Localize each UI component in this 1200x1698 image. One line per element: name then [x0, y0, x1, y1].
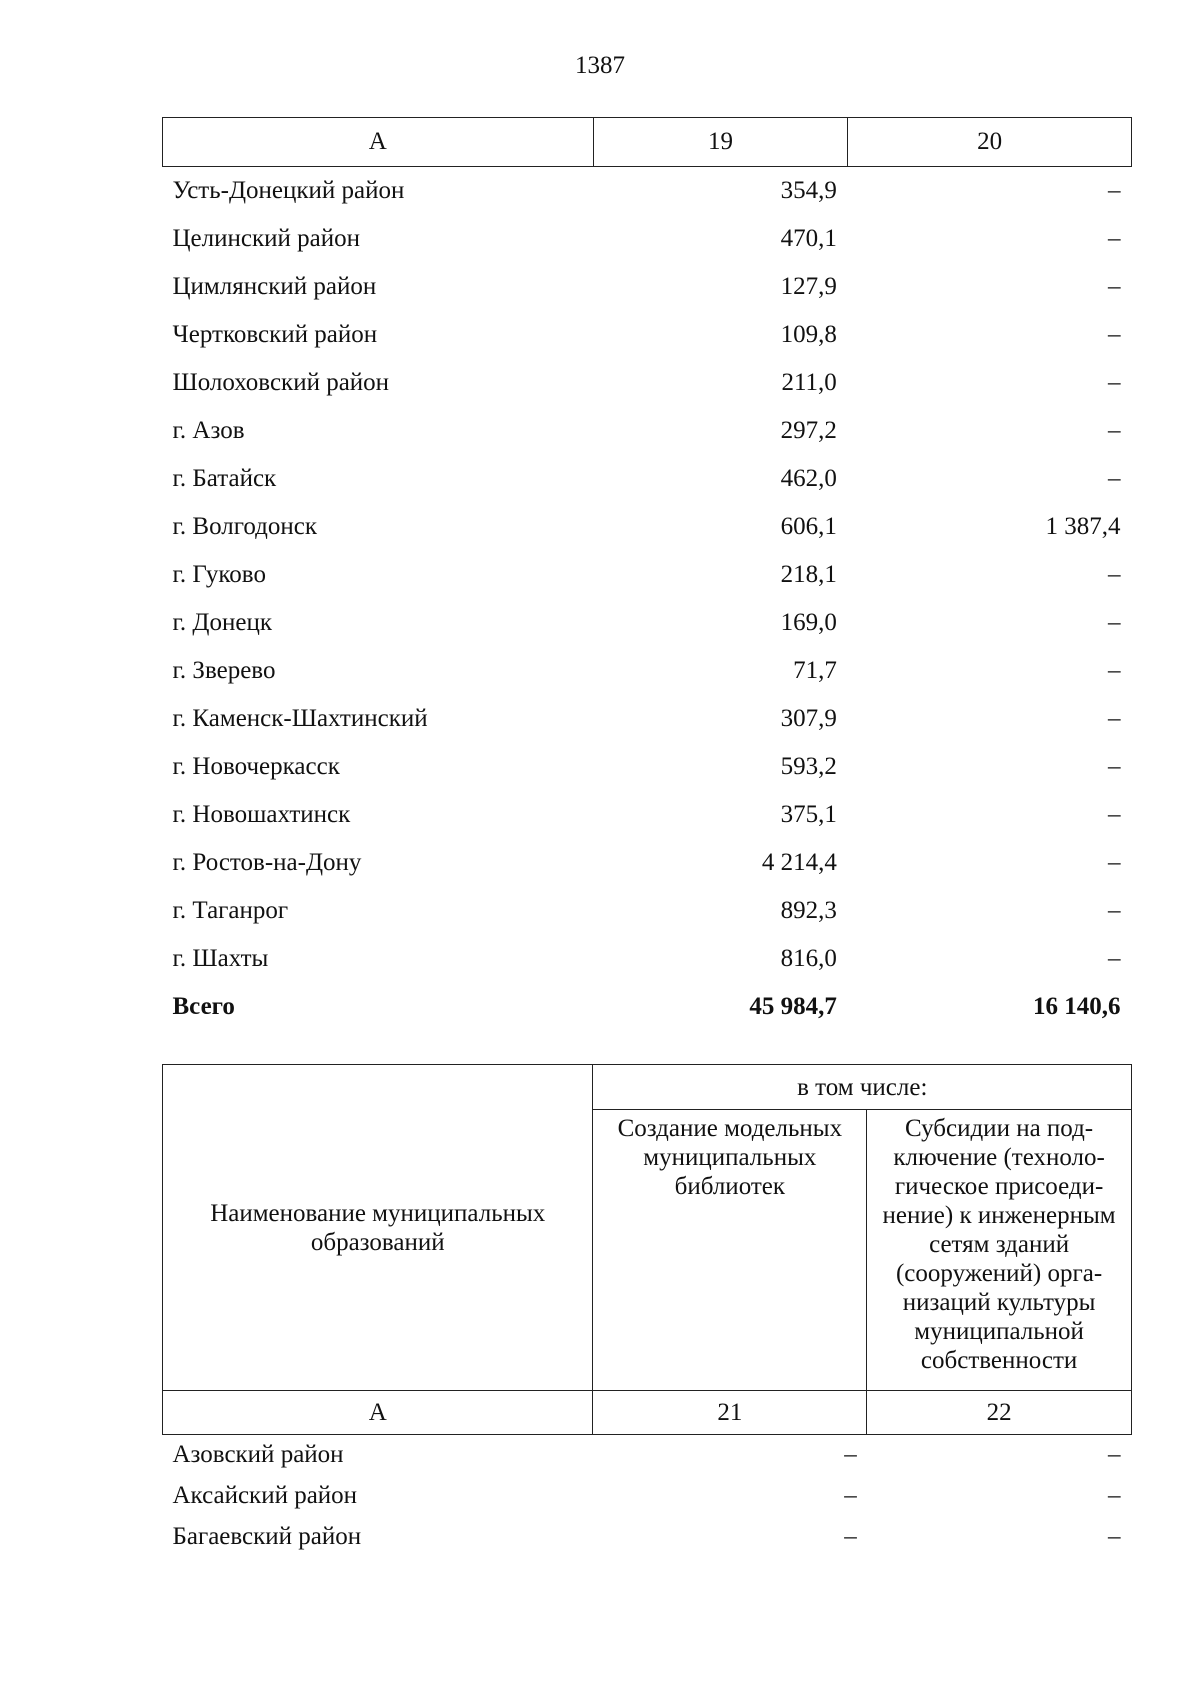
- value-col-19: 375,1: [780, 800, 837, 828]
- value-col-20: –: [1108, 272, 1121, 300]
- value-col-19: 892,3: [780, 896, 837, 924]
- table-row: [163, 263, 1132, 311]
- col-a-header: А: [163, 118, 594, 167]
- table-row: [163, 791, 1132, 839]
- value-col-20: –: [1108, 752, 1121, 780]
- municipality-name: г. Новошахтинск: [172, 800, 351, 828]
- value-col-19: 606,1: [780, 512, 837, 540]
- value-col-19: 297,2: [780, 416, 837, 444]
- table1-header-row: [163, 118, 1132, 167]
- table-row: [163, 215, 1132, 263]
- municipality-name: Аксайский район: [172, 1482, 358, 1509]
- value-col-19: 71,7: [793, 656, 837, 684]
- municipality-name: г. Таганрог: [172, 896, 289, 924]
- value-col-19: 127,9: [780, 272, 837, 300]
- table-row: [163, 695, 1132, 743]
- municipality-name: г. Ростов-на-Дону: [172, 848, 362, 876]
- table-row: [163, 887, 1132, 935]
- value-col-20: –: [1108, 944, 1121, 972]
- table-row: [163, 551, 1132, 599]
- municipality-name: Азовский район: [172, 1441, 344, 1469]
- municipality-name: Багаевский район: [172, 1523, 362, 1550]
- value-col-19: 218,1: [780, 560, 837, 588]
- value-col-20: –: [1108, 176, 1121, 204]
- value-col-21: –: [844, 1523, 857, 1550]
- table-row: [163, 359, 1132, 407]
- value-col-20: –: [1108, 224, 1121, 252]
- including-group-header: в том числе:: [593, 1065, 1132, 1110]
- value-col-20: –: [1108, 608, 1121, 636]
- table-row: [163, 743, 1132, 791]
- value-col-22: –: [1108, 1482, 1121, 1509]
- table-row: [163, 599, 1132, 647]
- value-col-22: –: [1108, 1441, 1121, 1469]
- municipality-name: г. Новочеркасск: [172, 752, 340, 780]
- municipality-name: г. Гуково: [172, 560, 266, 588]
- municipality-name: Цимлянский район: [172, 272, 377, 300]
- value-col-19: 4 214,4: [761, 848, 837, 876]
- value-col-19: 462,0: [780, 464, 837, 492]
- table-row: [163, 167, 1132, 215]
- page-number: 1387: [575, 52, 625, 79]
- value-col-19: 470,1: [780, 224, 837, 252]
- value-col-20: –: [1108, 848, 1121, 876]
- table2-number-row: [163, 1391, 1132, 1435]
- municipality-name: Чертковский район: [172, 320, 378, 348]
- col-20-header: 20: [848, 118, 1132, 167]
- value-col-20: 1 387,4: [1045, 512, 1121, 540]
- col-22-number: 22: [867, 1391, 1132, 1435]
- total-label: Всего: [172, 992, 235, 1020]
- value-col-20: –: [1108, 320, 1121, 348]
- value-col-20: –: [1108, 896, 1121, 924]
- table-row: [163, 647, 1132, 695]
- table-row: [163, 455, 1132, 503]
- table-row: [163, 503, 1132, 551]
- value-col-19: 109,8: [780, 320, 837, 348]
- municipality-name: г. Каменск-Шахтинский: [172, 704, 428, 732]
- total-col-19: 45 984,7: [749, 992, 837, 1020]
- budget-table-part-1: [162, 117, 1132, 1031]
- value-col-19: 816,0: [780, 944, 837, 972]
- table-row: [163, 1517, 1132, 1558]
- total-col-20: 16 140,6: [1033, 992, 1121, 1020]
- value-col-19: 354,9: [780, 176, 837, 204]
- municipality-name: Целинский район: [172, 224, 360, 252]
- municipality-name: г. Шахты: [172, 944, 269, 972]
- value-col-22: –: [1108, 1523, 1121, 1550]
- value-col-20: –: [1108, 800, 1121, 828]
- table-row: [163, 839, 1132, 887]
- municipality-name: г. Донецк: [172, 608, 272, 636]
- table-row: [163, 935, 1132, 983]
- value-col-20: –: [1108, 416, 1121, 444]
- value-col-21: –: [844, 1482, 857, 1509]
- value-col-19: 169,0: [780, 608, 837, 636]
- table-row: [163, 1435, 1132, 1476]
- total-row: [163, 983, 1132, 1031]
- value-col-20: –: [1108, 368, 1121, 396]
- value-col-19: 307,9: [780, 704, 837, 732]
- col-a-number: А: [163, 1391, 593, 1435]
- col-21-number: 21: [593, 1391, 867, 1435]
- municipality-name: г. Волгодонск: [172, 512, 318, 540]
- municipality-name-header: Наименование муниципальных образований: [163, 1065, 593, 1391]
- municipality-name: г. Батайск: [172, 464, 277, 492]
- municipality-name: г. Азов: [172, 416, 245, 444]
- engineering-networks-subsidy-header: Субсидии на подключение (технологическое присоединение) к инженерным сетям зданий (сооружений) организаций культуры муниципальной собственности: [867, 1110, 1132, 1391]
- table-row: [163, 1476, 1132, 1517]
- municipality-name: г. Зверево: [172, 656, 276, 684]
- municipality-name: Усть-Донецкий район: [172, 176, 405, 204]
- value-col-20: –: [1108, 656, 1121, 684]
- value-col-20: –: [1108, 464, 1121, 492]
- value-col-20: –: [1108, 560, 1121, 588]
- col-19-header: 19: [593, 118, 848, 167]
- value-col-20: –: [1108, 704, 1121, 732]
- model-libraries-header: Создание модельных муниципальных библиотек: [593, 1110, 867, 1391]
- value-col-19: 211,0: [781, 368, 837, 396]
- value-col-19: 593,2: [780, 752, 837, 780]
- municipality-name: Шолоховский район: [172, 368, 390, 396]
- budget-table-part-2: [162, 1064, 1132, 1558]
- value-col-21: –: [844, 1441, 857, 1469]
- table-row: [163, 311, 1132, 359]
- table-row: [163, 407, 1132, 455]
